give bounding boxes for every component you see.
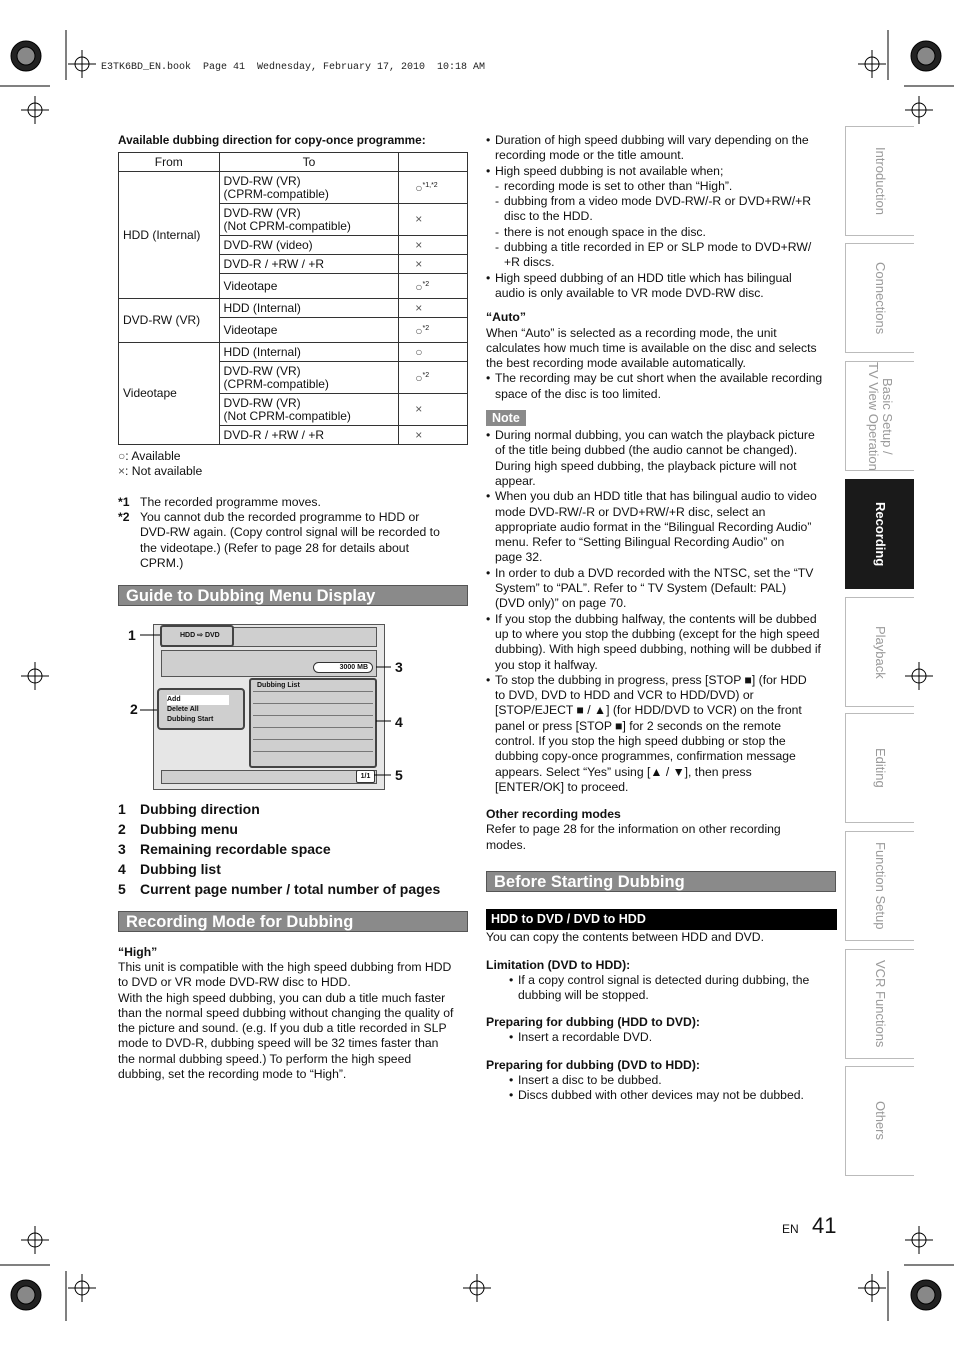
dash-item: [486, 194, 838, 225]
header-mark: [399, 153, 468, 172]
text-line: Discs dubbed with other devices may not be dubbed.: [518, 1088, 804, 1102]
note-label: Note: [486, 410, 526, 426]
dubbing-screen-illustration: [118, 620, 418, 795]
cell-mark: [399, 318, 468, 343]
cell-to: Videotape: [219, 274, 399, 299]
cell-mark: [399, 236, 468, 255]
cell-to: DVD-RW (VR) (CPRM-compatible): [219, 172, 399, 204]
text-line: +R discs.: [504, 255, 555, 270]
text-line: In order to dub a DVD recorded with the NTSC, set the “TV: [495, 565, 814, 580]
callout-3: 3: [395, 659, 403, 675]
text-line: page 32.: [495, 550, 543, 565]
high-paragraph: [118, 960, 470, 1082]
guide-item-number: 5: [118, 881, 126, 897]
text-line: panel or press [STOP ■] for 2 seconds on the remote: [495, 718, 782, 733]
side-tab-label: VCR Functions: [873, 960, 888, 1048]
text-line: The recording may be cut short when the available recording: [495, 371, 823, 386]
section-before-heading: Before Starting Dubbing: [486, 871, 836, 892]
text-line: up to where you stop the dubbing (except for the high speed: [495, 626, 820, 641]
copy-intro: [486, 930, 838, 945]
note-ref: *2: [422, 280, 430, 288]
text-lines: [495, 371, 838, 402]
text-lines: [495, 164, 838, 179]
side-tab[interactable]: [845, 597, 914, 707]
bullet-marker: •: [486, 611, 491, 626]
direction-to: DVD: [204, 632, 220, 639]
cross-icon: ×: [415, 256, 423, 271]
text-line: the picture and sound. (e.g. If you dub a title recorded in SLP: [118, 1021, 447, 1036]
text-line: mode to DVD-R, dubbing speed will be 32 times faster than: [118, 1036, 439, 1051]
cross-icon: ×: [415, 237, 423, 252]
text-line: Preparing for dubbing (DVD to HDD):: [486, 1058, 700, 1072]
cell-to: DVD-RW (VR) (CPRM-compatible): [219, 362, 399, 394]
side-tab-label: Others: [873, 1101, 888, 1141]
cell-mark: [399, 274, 468, 299]
guide-item-number: 4: [118, 861, 126, 877]
note-bullet: [486, 566, 838, 612]
limitation-title: [486, 958, 838, 973]
cell-mark: [399, 426, 468, 445]
text-line: to DVD, DVD to HDD and VCR to HDD/DVD) or: [495, 688, 754, 703]
bullet-marker: •: [486, 672, 491, 687]
note-bullet: [486, 428, 838, 489]
cell-mark: [399, 343, 468, 362]
bullet-marker: •: [486, 270, 491, 285]
text-line: mode DVD-RW/-R or DVD+RW/+R disc, select an: [495, 504, 766, 519]
text-lines: [495, 428, 838, 489]
bullet-marker: •: [486, 371, 491, 386]
text-line: dubbing copy-once programmes, confirmation message: [495, 749, 796, 764]
space-badge: 3000 MB: [313, 662, 373, 673]
side-tab[interactable]: [845, 243, 914, 353]
text-lines: [518, 1073, 861, 1088]
section-guide-heading: Guide to Dubbing Menu Display: [118, 585, 468, 606]
text-line: modes.: [486, 837, 526, 852]
cross-icon: ×: [415, 212, 423, 227]
callout-1: 1: [128, 627, 136, 643]
legend-available-text: : Available: [125, 449, 181, 463]
text-line: recording mode is set to other than “High”.: [504, 178, 733, 193]
menu-item-add: Add: [167, 695, 229, 705]
prep-dvd-hdd-title: [486, 1058, 838, 1073]
cross-icon: ×: [415, 427, 423, 442]
page-indicator: 1/1: [356, 770, 375, 783]
bullet-marker: -: [495, 178, 500, 193]
side-tab-label: Recording: [873, 501, 888, 567]
note-bullet: [486, 489, 838, 565]
section-recmode-heading: Recording Mode for Dubbing: [118, 911, 468, 932]
limitation-bullet: [509, 973, 861, 1004]
footnote-line: DVD-RW again. (Copy control signal will be recorded to: [140, 525, 440, 540]
guide-item-number: 2: [118, 821, 126, 837]
cell-to: DVD-RW (VR) (Not CPRM-compatible): [219, 204, 399, 236]
cross-icon: ×: [415, 300, 423, 315]
text-line: appears. Select “Yes” using [▲ / ▼], then press: [495, 764, 752, 779]
text-line: [STOP/EJECT ■ / ▲] (for HDD/DVD to VCR) on the front: [495, 703, 802, 718]
text-line: This unit is compatible with the high speed dubbing from HDD: [118, 960, 452, 974]
note-ref: *1,*2: [422, 182, 438, 190]
text-line: Preparing for dubbing (HDD to DVD):: [486, 1015, 700, 1029]
text-lines: [495, 133, 838, 164]
bullet-marker: •: [486, 489, 491, 504]
side-tab-label: Introduction: [873, 147, 888, 215]
text-line: Insert a disc to be dubbed.: [518, 1073, 662, 1087]
menu-item-dubbing-start: Dubbing Start: [167, 716, 214, 723]
side-tab[interactable]: [845, 713, 914, 823]
legend-not-available: [118, 464, 202, 479]
cell-to: Videotape: [219, 318, 399, 343]
auto-paragraph: [486, 326, 838, 372]
text-lines: [495, 271, 838, 302]
cell-to: HDD (Internal): [219, 299, 399, 318]
text-line: audio is only available to VR mode DVD-RW disc.: [495, 285, 764, 300]
auto-title: [486, 310, 838, 325]
bullet-item: [486, 164, 838, 179]
bullet-item: [486, 371, 838, 402]
text-lines: [518, 1088, 861, 1103]
bullet-marker: -: [495, 194, 500, 209]
cell-mark: [399, 394, 468, 426]
bullet-marker: •: [509, 1073, 514, 1087]
cell-to: DVD-RW (VR) (Not CPRM-compatible): [219, 394, 399, 426]
text-line: High speed dubbing is not available when;: [495, 163, 724, 178]
guide-item-number: 3: [118, 841, 126, 857]
cell-to: HDD (Internal): [219, 343, 399, 362]
spacer: [486, 402, 838, 409]
text-lines: [518, 1030, 861, 1045]
text-lines: [504, 240, 838, 271]
guide-item-label: Remaining recordable space: [140, 841, 331, 857]
bullet-marker: -: [495, 224, 500, 239]
side-tab[interactable]: [845, 361, 914, 471]
text-line: to DVD or VR mode DVD-RW disc to HDD.: [118, 975, 351, 990]
arrow-right-icon: ⇨: [197, 632, 203, 639]
footnote-mark: *1: [118, 495, 130, 509]
bullet-marker: •: [486, 163, 491, 178]
text-lines: [504, 225, 838, 240]
text-line: Duration of high speed dubbing will vary depending on the: [495, 133, 809, 147]
note-ref: *2: [422, 324, 430, 332]
footnote-text: The recorded programme moves.: [140, 495, 321, 509]
subsection-hdd-dvd: HDD to DVD / DVD to HDD: [486, 909, 837, 930]
side-tab-label: Connections: [873, 261, 888, 335]
page-number: 41: [812, 1213, 837, 1238]
cell-to: DVD-RW (video): [219, 236, 399, 255]
text-line: recording mode or the title amount.: [495, 148, 685, 163]
text-lines: [486, 1058, 838, 1073]
text-lines: [486, 930, 838, 945]
callout-lines: [118, 620, 418, 795]
text-line: the best recording mode available automatically.: [486, 356, 746, 371]
text-line: there is not enough space in the disc.: [504, 224, 706, 239]
circle-icon: ○: [415, 344, 423, 359]
spacer: [486, 301, 838, 310]
footnote-mark: *2: [118, 510, 130, 524]
circle-icon: ○: [415, 323, 423, 338]
text-lines: [495, 489, 838, 565]
bullet-marker: •: [509, 973, 514, 987]
text-lines: [495, 566, 838, 612]
cross-icon: ×: [415, 402, 423, 417]
circle-icon: ○: [118, 449, 126, 463]
text-line: dubbing will be stopped.: [518, 988, 649, 1003]
text-line: Other recording modes: [486, 807, 621, 822]
prep-hdd-dvd-bullet: [509, 1030, 861, 1045]
text-lines: [504, 179, 838, 194]
text-lines: [495, 612, 838, 673]
text-line: of the title being dubbed (the audio cannot be changed).: [495, 443, 798, 458]
cell-mark: [399, 255, 468, 274]
cell-from: Videotape: [119, 343, 220, 445]
text-line: Limitation (DVD to HDD):: [486, 958, 631, 972]
text-line: dubbing). With high speed dubbing, nothing will be dubbed if: [495, 642, 821, 657]
bullet-marker: •: [486, 565, 491, 580]
menu-item-delete-all: Delete All: [167, 706, 199, 713]
text-lines: [486, 1015, 838, 1030]
direction-from: HDD: [180, 632, 196, 639]
bullet-marker: •: [486, 133, 491, 147]
bullet-marker: •: [509, 1030, 514, 1044]
text-line: dubbing, set the recording mode to “High”.: [118, 1067, 347, 1082]
text-line: appear.: [495, 473, 536, 488]
cell-mark: [399, 172, 468, 204]
dash-item: [486, 225, 838, 240]
text-line: space of the disc is too limited.: [495, 386, 661, 401]
text-line: calculates how much time is available on the disc and selects: [486, 340, 817, 355]
note-ref: *2: [422, 372, 430, 380]
side-tab[interactable]: [845, 831, 914, 941]
note-bullet: [486, 612, 838, 673]
text-line: [ENTER/OK] to proceed.: [495, 779, 629, 794]
cell-to: DVD-R / +RW / +R: [219, 426, 399, 445]
text-line: you stop it halfway.: [495, 657, 598, 672]
text-line: If you stop the dubbing halfway, the contents will be dubbed: [495, 611, 817, 626]
text-line: System” to “PAL”. Refer to “ TV System (Default: PAL): [495, 581, 787, 596]
footnote-line: You cannot dub the recorded programme to HDD or: [140, 510, 420, 524]
side-tab-label: Function Setup: [873, 842, 888, 930]
table-title: Available dubbing direction for copy-once programme:: [118, 133, 426, 147]
cell-mark: [399, 299, 468, 318]
text-line: control. If you stop the high speed dubbing or stop the: [495, 733, 786, 748]
footnote-line: CPRM.): [140, 555, 184, 570]
footnote-line: the videotape.) (Refer to page 28 for details about: [140, 540, 409, 555]
guide-item-label: Current page number / total number of pages: [140, 881, 441, 897]
cell-mark: [399, 204, 468, 236]
cell-mark: [399, 362, 468, 394]
text-line: menu. Refer to “Setting Bilingual Recording Audio” on: [495, 535, 785, 550]
table-row: [119, 299, 468, 318]
header-from: From: [119, 153, 220, 172]
side-tab[interactable]: [845, 479, 914, 589]
dash-item: [486, 240, 838, 271]
text-line: To stop the dubbing in progress, press [STOP ■] (for HDD: [495, 672, 807, 687]
callout-4: 4: [395, 714, 403, 730]
side-tab-label: Playback: [873, 625, 888, 679]
print-header: E3TK6BD_EN.book Page 41 Wednesday, February 17, 2010 10:18 AM: [101, 62, 486, 73]
text-lines: [486, 326, 838, 372]
circle-icon: ○: [415, 371, 423, 386]
guide-item-number: 1: [118, 801, 126, 817]
prep-hdd-dvd-title: [486, 1015, 838, 1030]
other-modes-title: [486, 807, 838, 822]
side-tab-label: Basic Setup / TV View Operation: [866, 361, 895, 471]
right-column: [486, 133, 838, 853]
list-title: Dubbing List: [257, 682, 300, 689]
prep-dvd-hdd-bullet: [509, 1073, 861, 1088]
text-line: disc to the HDD.: [504, 209, 593, 224]
text-line: You can copy the contents between HDD and DVD.: [486, 930, 764, 944]
cell-to: DVD-R / +RW / +R: [219, 255, 399, 274]
table-row: [119, 172, 468, 204]
callout-2: 2: [130, 701, 138, 717]
text-line: Insert a recordable DVD.: [518, 1030, 653, 1044]
callout-5: 5: [395, 767, 403, 783]
text-line: “Auto”: [486, 310, 526, 325]
other-modes-text: [486, 822, 838, 853]
side-tab[interactable]: [845, 126, 914, 236]
guide-item-label: Dubbing menu: [140, 821, 238, 837]
text-lines: [486, 310, 838, 325]
dubbing-direction-table: [118, 152, 468, 445]
text-line: appropriate audio format in the “Bilingual Recording Audio”: [495, 519, 812, 534]
text-lines: [504, 194, 838, 225]
text-line: When you dub an HDD title that has bilingual audio to video: [495, 489, 817, 504]
cross-icon: ×: [118, 464, 126, 478]
text-line: During normal dubbing, you can watch the playback picture: [495, 428, 815, 443]
guide-item-label: Dubbing direction: [140, 801, 260, 817]
high-title: “High”: [118, 945, 158, 959]
circle-icon: ○: [415, 279, 423, 294]
text-line: dubbing a title recorded in EP or SLP mode to DVD+RW/: [504, 240, 812, 255]
bullet-marker: -: [495, 240, 500, 255]
legend-available: [118, 449, 181, 464]
bullet-marker: •: [486, 428, 491, 443]
text-lines: [495, 673, 838, 795]
text-lines: [486, 822, 838, 853]
text-line: During high speed dubbing, the playback picture will not: [495, 458, 797, 473]
bullet-item: [486, 271, 838, 302]
text-line: When “Auto” is selected as a recording mode, the unit: [486, 325, 777, 340]
text-line: the normal dubbing speed.) To perform the high speed: [118, 1051, 412, 1066]
text-line: With the high speed dubbing, you can dub a title much faster: [118, 990, 446, 1005]
text-line: If a copy control signal is detected during dubbing, the: [518, 973, 810, 987]
cell-from: DVD-RW (VR): [119, 299, 220, 343]
lang-label: EN: [782, 1222, 799, 1236]
text-line: dubbing from a video mode DVD-RW/-R or DVD+RW/+R: [504, 194, 812, 209]
text-line: than the normal speed dubbing without changing the quality of: [118, 1005, 454, 1020]
text-line: (DVD only)” on page 70.: [495, 596, 627, 611]
circle-icon: ○: [415, 181, 423, 196]
prep-dvd-hdd-bullet: [509, 1088, 861, 1103]
table-row: [119, 343, 468, 362]
cell-from: HDD (Internal): [119, 172, 220, 299]
guide-item-label: Dubbing list: [140, 861, 221, 877]
side-tab-label: Editing: [873, 748, 888, 788]
text-lines: [518, 973, 861, 1004]
bullet-item: [486, 133, 838, 164]
text-lines: [486, 958, 838, 973]
spacer: [486, 795, 838, 807]
text-line: High speed dubbing of an HDD title which has bilingual: [495, 270, 792, 285]
text-line: Refer to page 28 for the information on other recording: [486, 822, 781, 837]
dash-item: [486, 179, 838, 194]
text-lines: [486, 807, 838, 822]
legend-not-available-text: : Not available: [125, 464, 203, 478]
note-bullet: [486, 673, 838, 795]
bullet-marker: •: [509, 1088, 514, 1102]
header-to: To: [219, 153, 399, 172]
